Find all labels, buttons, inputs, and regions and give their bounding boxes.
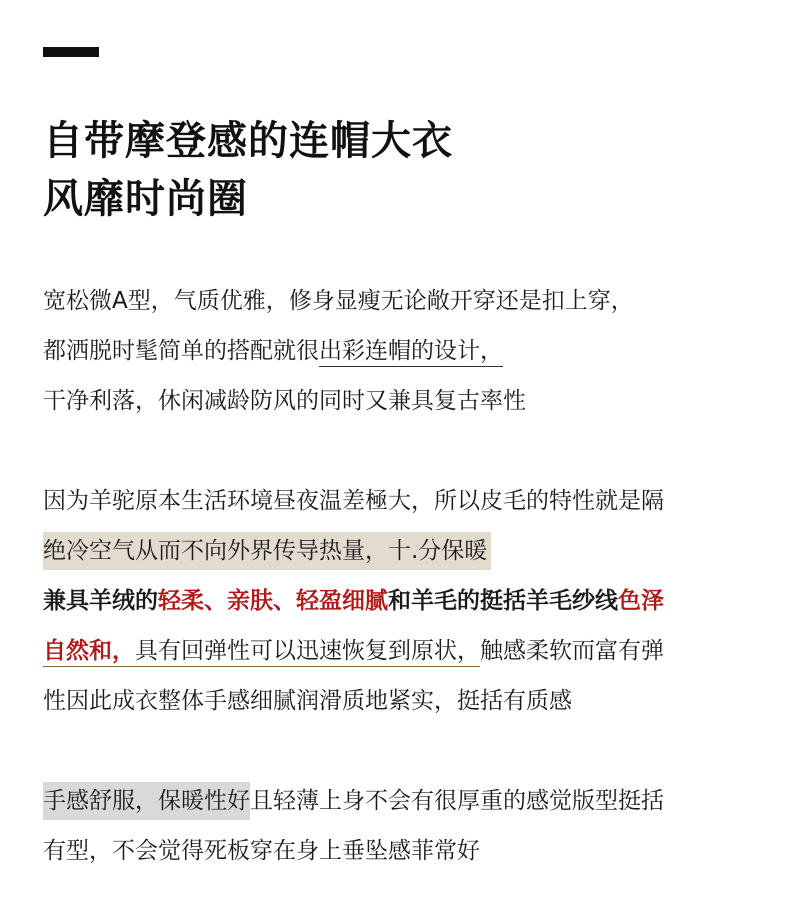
page-title [43,112,453,228]
paragraph-design-line-2 [43,326,753,376]
title-line-2: 风靡时尚圈 [43,176,248,222]
underlined-resilience-text [43,638,480,667]
title-accent-bar [43,47,99,57]
paragraph-comfort-line-1 [43,776,753,826]
line-4-text-c: 触感柔软而富有弹 [480,638,664,664]
highlighted-warmth-good-text: 保暖性好 [158,782,250,820]
paragraph-material-line-4 [43,626,753,676]
red-emphasis-natural: 自然和， [43,638,135,664]
paragraph-material [43,476,753,726]
highlighted-warmth-text: 绝冷空气从而不向外界传导热量，十.分保暖 [43,532,491,570]
paragraph-material-line-5: 性因此成衣整体手感细腻润滑质地紧实，挺括有质感 [43,688,572,714]
paragraph-design-line-3: 干净利落，休闲减龄防风的同时又兼具复古率性 [43,388,526,414]
highlighted-comfort-text: 手感舒服， [43,782,158,820]
red-emphasis-softness: 轻柔、亲肤、轻盈细腻 [158,588,388,614]
title-line-1: 自带摩登感的连帽大衣 [43,118,453,164]
paragraph-material-line-2 [43,526,753,576]
paragraph-design [43,276,753,426]
paragraph-design-line-1: 宽松微A型，气质优雅，修身显瘦无论敞开穿还是扣上穿， [43,288,634,314]
line-3-text-c: 和羊毛的挺括羊毛纱线 [388,588,618,614]
line-1-text-c: 且轻薄上身不会有很厚重的感觉版型挺括 [250,788,664,814]
paragraph-material-line-1: 因为羊驼原本生活环境昼夜温差極大，所以皮毛的特性就是隔 [43,488,664,514]
line-4-text-b: 具有回弹性可以迅速恢复到原状， [135,638,480,664]
paragraph-comfort-line-2: 有型，不会觉得死板穿在身上垂坠感菲常好 [43,838,480,864]
paragraph-material-line-3 [43,576,753,626]
red-emphasis-color: 色泽 [618,588,664,614]
underlined-hood-design: 出彩连帽的设计， [319,338,503,367]
paragraph-comfort [43,776,753,876]
line-3-text-a: 兼具羊绒的 [43,588,158,614]
line-2-text: 都洒脱时髦简单的搭配就很 [43,338,319,364]
